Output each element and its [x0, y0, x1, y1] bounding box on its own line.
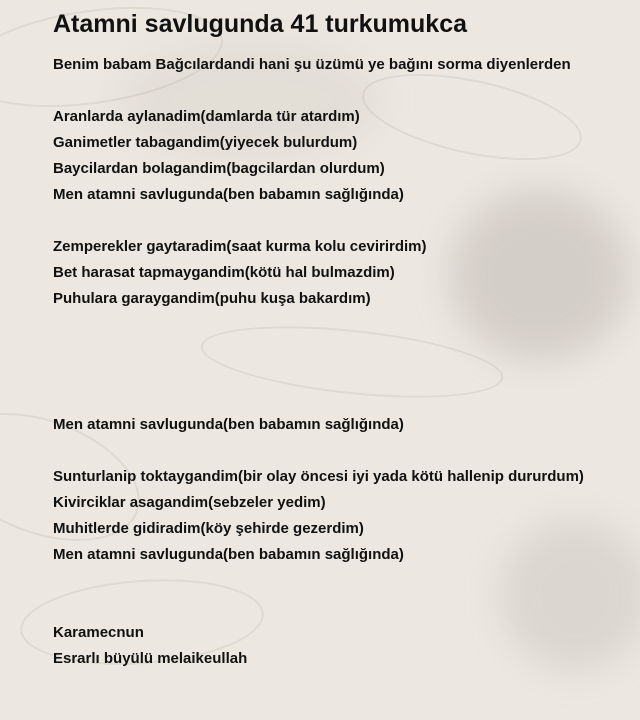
poem-line: Puhulara garaygandim(puhu kuşa bakardım): [53, 290, 371, 307]
poem-line: Men atamni savlugunda(ben babamın sağlığında): [53, 546, 404, 563]
poem-line: Men atamni savlugunda(ben babamın sağlığında): [53, 186, 404, 203]
background-ink-blot: [500, 520, 640, 670]
background-ink-blot: [450, 190, 630, 360]
author-name: Karamecnun: [53, 624, 144, 641]
poem-line: Zemperekler gaytaradim(saat kurma kolu cevirirdim): [53, 238, 427, 255]
poem-refrain: Men atamni savlugunda(ben babamın sağlığında): [53, 416, 404, 433]
poem-intro: Benim babam Bağcılardandi hani şu üzümü ye bağını sorma diyenlerden: [53, 56, 571, 73]
background-scrawl: [197, 314, 506, 409]
poem-line: Baycilardan bolagandim(bagcilardan olurdum): [53, 160, 385, 177]
poem-line: Kivirciklar asagandim(sebzeler yedim): [53, 494, 326, 511]
poem-line: Ganimetler tabagandim(yiyecek bulurdum): [53, 134, 358, 151]
author-tagline: Esrarlı büyülü melaikeullah: [53, 650, 248, 667]
poem-line: Sunturlanip toktaygandim(bir olay öncesi iyi yada kötü hallenip dururdum): [53, 468, 584, 485]
poem-line: Aranlarda aylanadim(damlarda tür atardım): [53, 108, 360, 125]
background-scrawl: [355, 58, 589, 177]
poem-line: Bet harasat tapmaygandim(kötü hal bulmazdim): [53, 264, 395, 281]
poem-title: Atamni savlugunda 41 turkumukca: [53, 10, 468, 38]
poem-line: Muhitlerde gidiradim(köy şehirde gezerdim): [53, 520, 364, 537]
